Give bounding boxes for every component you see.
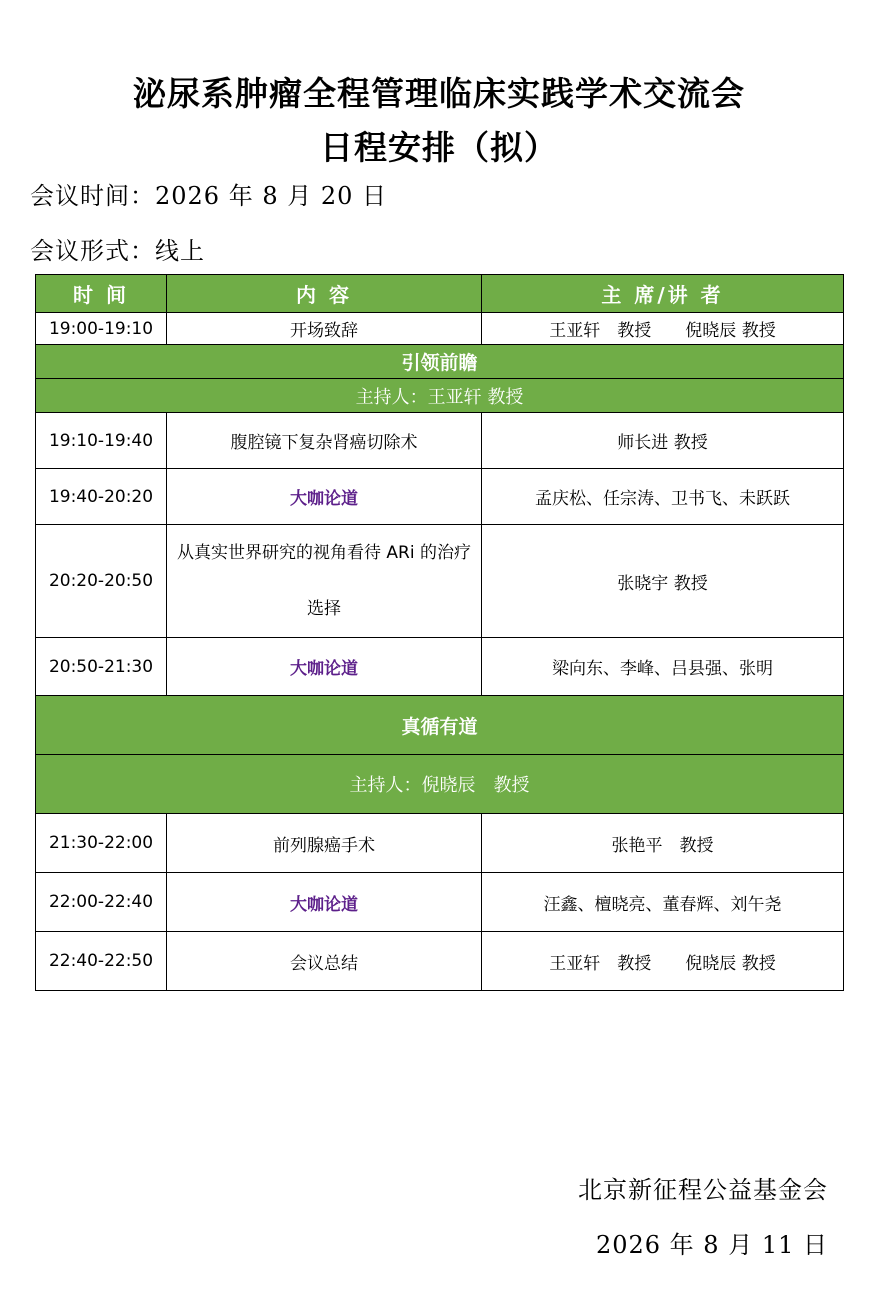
host-row (36, 379, 844, 413)
table-row (36, 413, 844, 469)
table-row (36, 638, 844, 696)
row-topic: 前列腺癌手术 (167, 814, 482, 873)
table-row (36, 525, 844, 638)
row-time: 20:20-20:50 (36, 525, 167, 638)
row-time: 21:30-22:00 (36, 814, 167, 873)
document-title: 泌尿系肿瘤全程管理临床实践学术交流会 (133, 74, 745, 113)
section-row (36, 696, 844, 755)
row-time: 20:50-21:30 (36, 638, 167, 696)
table-header-row (36, 275, 844, 313)
row-speaker: 师长进 教授 (482, 413, 844, 469)
row-topic: 开场致辞 (167, 313, 482, 345)
row-topic-highlight: 大咖论道 (167, 638, 482, 696)
table-row (36, 814, 844, 873)
row-time: 19:40-20:20 (36, 469, 167, 525)
host-text: 主持人：倪晓辰 教授 (36, 755, 844, 814)
row-time: 19:00-19:10 (36, 313, 167, 345)
section-title: 真循有道 (36, 696, 844, 755)
schedule-table (35, 274, 844, 991)
meeting-format: 会议形式：线上 (30, 237, 205, 265)
header-time: 时 间 (36, 275, 167, 313)
row-speaker: 张晓宇 教授 (482, 525, 844, 638)
row-topic: 会议总结 (167, 932, 482, 991)
host-row (36, 755, 844, 814)
row-time: 22:00-22:40 (36, 873, 167, 932)
row-speaker: 张艳平 教授 (482, 814, 844, 873)
row-speaker: 王亚轩 教授 倪晓辰 教授 (482, 932, 844, 991)
row-topic-highlight: 大咖论道 (167, 873, 482, 932)
document-subtitle: 日程安排（拟） (320, 128, 558, 167)
row-topic: 腹腔镜下复杂肾癌切除术 (167, 413, 482, 469)
row-speaker: 梁向东、李峰、吕县强、张明 (482, 638, 844, 696)
meeting-time: 会议时间：2026 年 8 月 20 日 (30, 182, 388, 210)
row-topic-highlight: 大咖论道 (167, 469, 482, 525)
row-time: 22:40-22:50 (36, 932, 167, 991)
table-row (36, 873, 844, 932)
table-row (36, 469, 844, 525)
row-time: 19:10-19:40 (36, 413, 167, 469)
row-speaker: 王亚轩 教授 倪晓辰 教授 (482, 313, 844, 345)
section-title: 引领前瞻 (36, 345, 844, 379)
row-topic: 从真实世界研究的视角看待 ARi 的治疗选择 (167, 525, 482, 638)
table-row (36, 313, 844, 345)
row-speaker: 孟庆松、任宗涛、卫书飞、未跃跃 (482, 469, 844, 525)
section-row (36, 345, 844, 379)
header-content: 内 容 (167, 275, 482, 313)
header-speaker: 主 席/讲 者 (482, 275, 844, 313)
footer-date: 2026 年 8 月 11 日 (595, 1231, 828, 1259)
footer-organization: 北京新征程公益基金会 (578, 1176, 828, 1204)
table-row (36, 932, 844, 991)
row-speaker: 汪鑫、檀晓亮、董春辉、刘午尧 (482, 873, 844, 932)
host-text: 主持人：王亚轩 教授 (36, 379, 844, 413)
